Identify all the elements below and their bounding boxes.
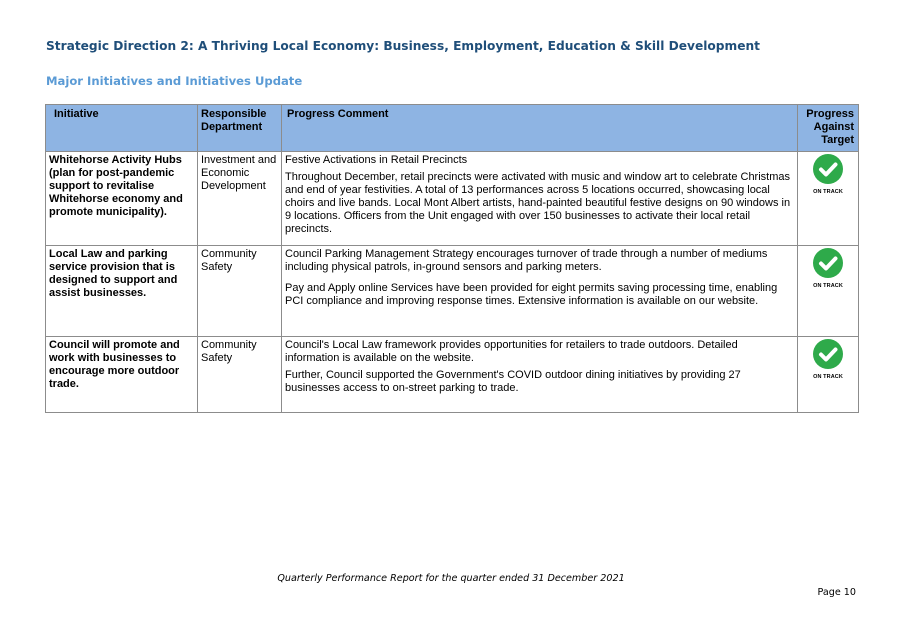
comment-cell [282, 337, 798, 413]
comment-paragraph: Further, Council supported the Government's COVID outdoor dining initiatives by providing 27 businesses access to on-street parking to trade. [285, 369, 741, 394]
status-label: ON TRACK [813, 189, 843, 195]
status-badge [813, 248, 843, 293]
check-circle-icon [813, 154, 843, 184]
initiatives-table [45, 104, 859, 413]
check-circle-icon [813, 339, 843, 369]
status-cell [798, 246, 859, 337]
table-header-row [46, 105, 859, 152]
status-badge [813, 154, 843, 199]
status-cell [798, 337, 859, 413]
section-subheading: Major Initiatives and Initiatives Update [46, 74, 303, 88]
initiative-cell: Whitehorse Activity Hubs (plan for post-pandemic support to revitalise Whitehorse economy and promote municipality). [46, 152, 198, 246]
comment-paragraph: Festive Activations in Retail Precincts [285, 154, 468, 166]
check-circle-icon [813, 248, 843, 278]
initiative-cell: Council will promote and work with businesses to encourage more outdoor trade. [46, 337, 198, 413]
comment-paragraph: Council's Local Law framework provides opportunities for retailers to trade outdoors. Detailed information is available on the website. [285, 339, 738, 364]
page-footer: Quarterly Performance Report for the quarter ended 31 December 2021 [277, 573, 625, 584]
header-comment: Progress Comment [282, 105, 798, 152]
status-label: ON TRACK [813, 374, 843, 380]
comment-paragraph: Pay and Apply online Services have been provided for eight permits saving processing time, enabling PCI compliance and improving response times. Extensive information is available on our website. [285, 282, 778, 307]
status-label: ON TRACK [813, 283, 843, 289]
status-badge [813, 339, 843, 384]
department-cell: Investment and Economic Development [198, 152, 282, 246]
page-number: Page 10 [817, 587, 856, 598]
comment-cell [282, 246, 798, 337]
header-status: Progress Against Target [798, 105, 859, 152]
table-row [46, 152, 859, 246]
comment-cell [282, 152, 798, 246]
comment-paragraph: Council Parking Management Strategy encourages turnover of trade through a number of mediums including physical patrols, in-ground sensors and parking meters. [285, 248, 768, 273]
table-row [46, 337, 859, 413]
department-cell: Community Safety [198, 337, 282, 413]
header-department: Responsible Department [198, 105, 282, 152]
header-initiative: Initiative [46, 105, 198, 152]
status-cell [798, 152, 859, 246]
comment-paragraph: Throughout December, retail precincts were activated with music and window art to celebrate Christmas and end of year festivities. A total of 13 performances across 5 locations occurred, showcasing local choirs and live bands. Local Mont Albert artists, hand-painted beautiful festive designs on 90 windows in 9 locations. Officers from the Unit engaged with over 150 businesses to activate their local retail precincts. [285, 171, 791, 235]
section-heading: Strategic Direction 2: A Thriving Local Economy: Business, Employment, Education & Skill Development [46, 39, 760, 53]
department-cell: Community Safety [198, 246, 282, 337]
initiative-cell: Local Law and parking service provision that is designed to support and assist businesses. [46, 246, 198, 337]
table-row [46, 246, 859, 337]
